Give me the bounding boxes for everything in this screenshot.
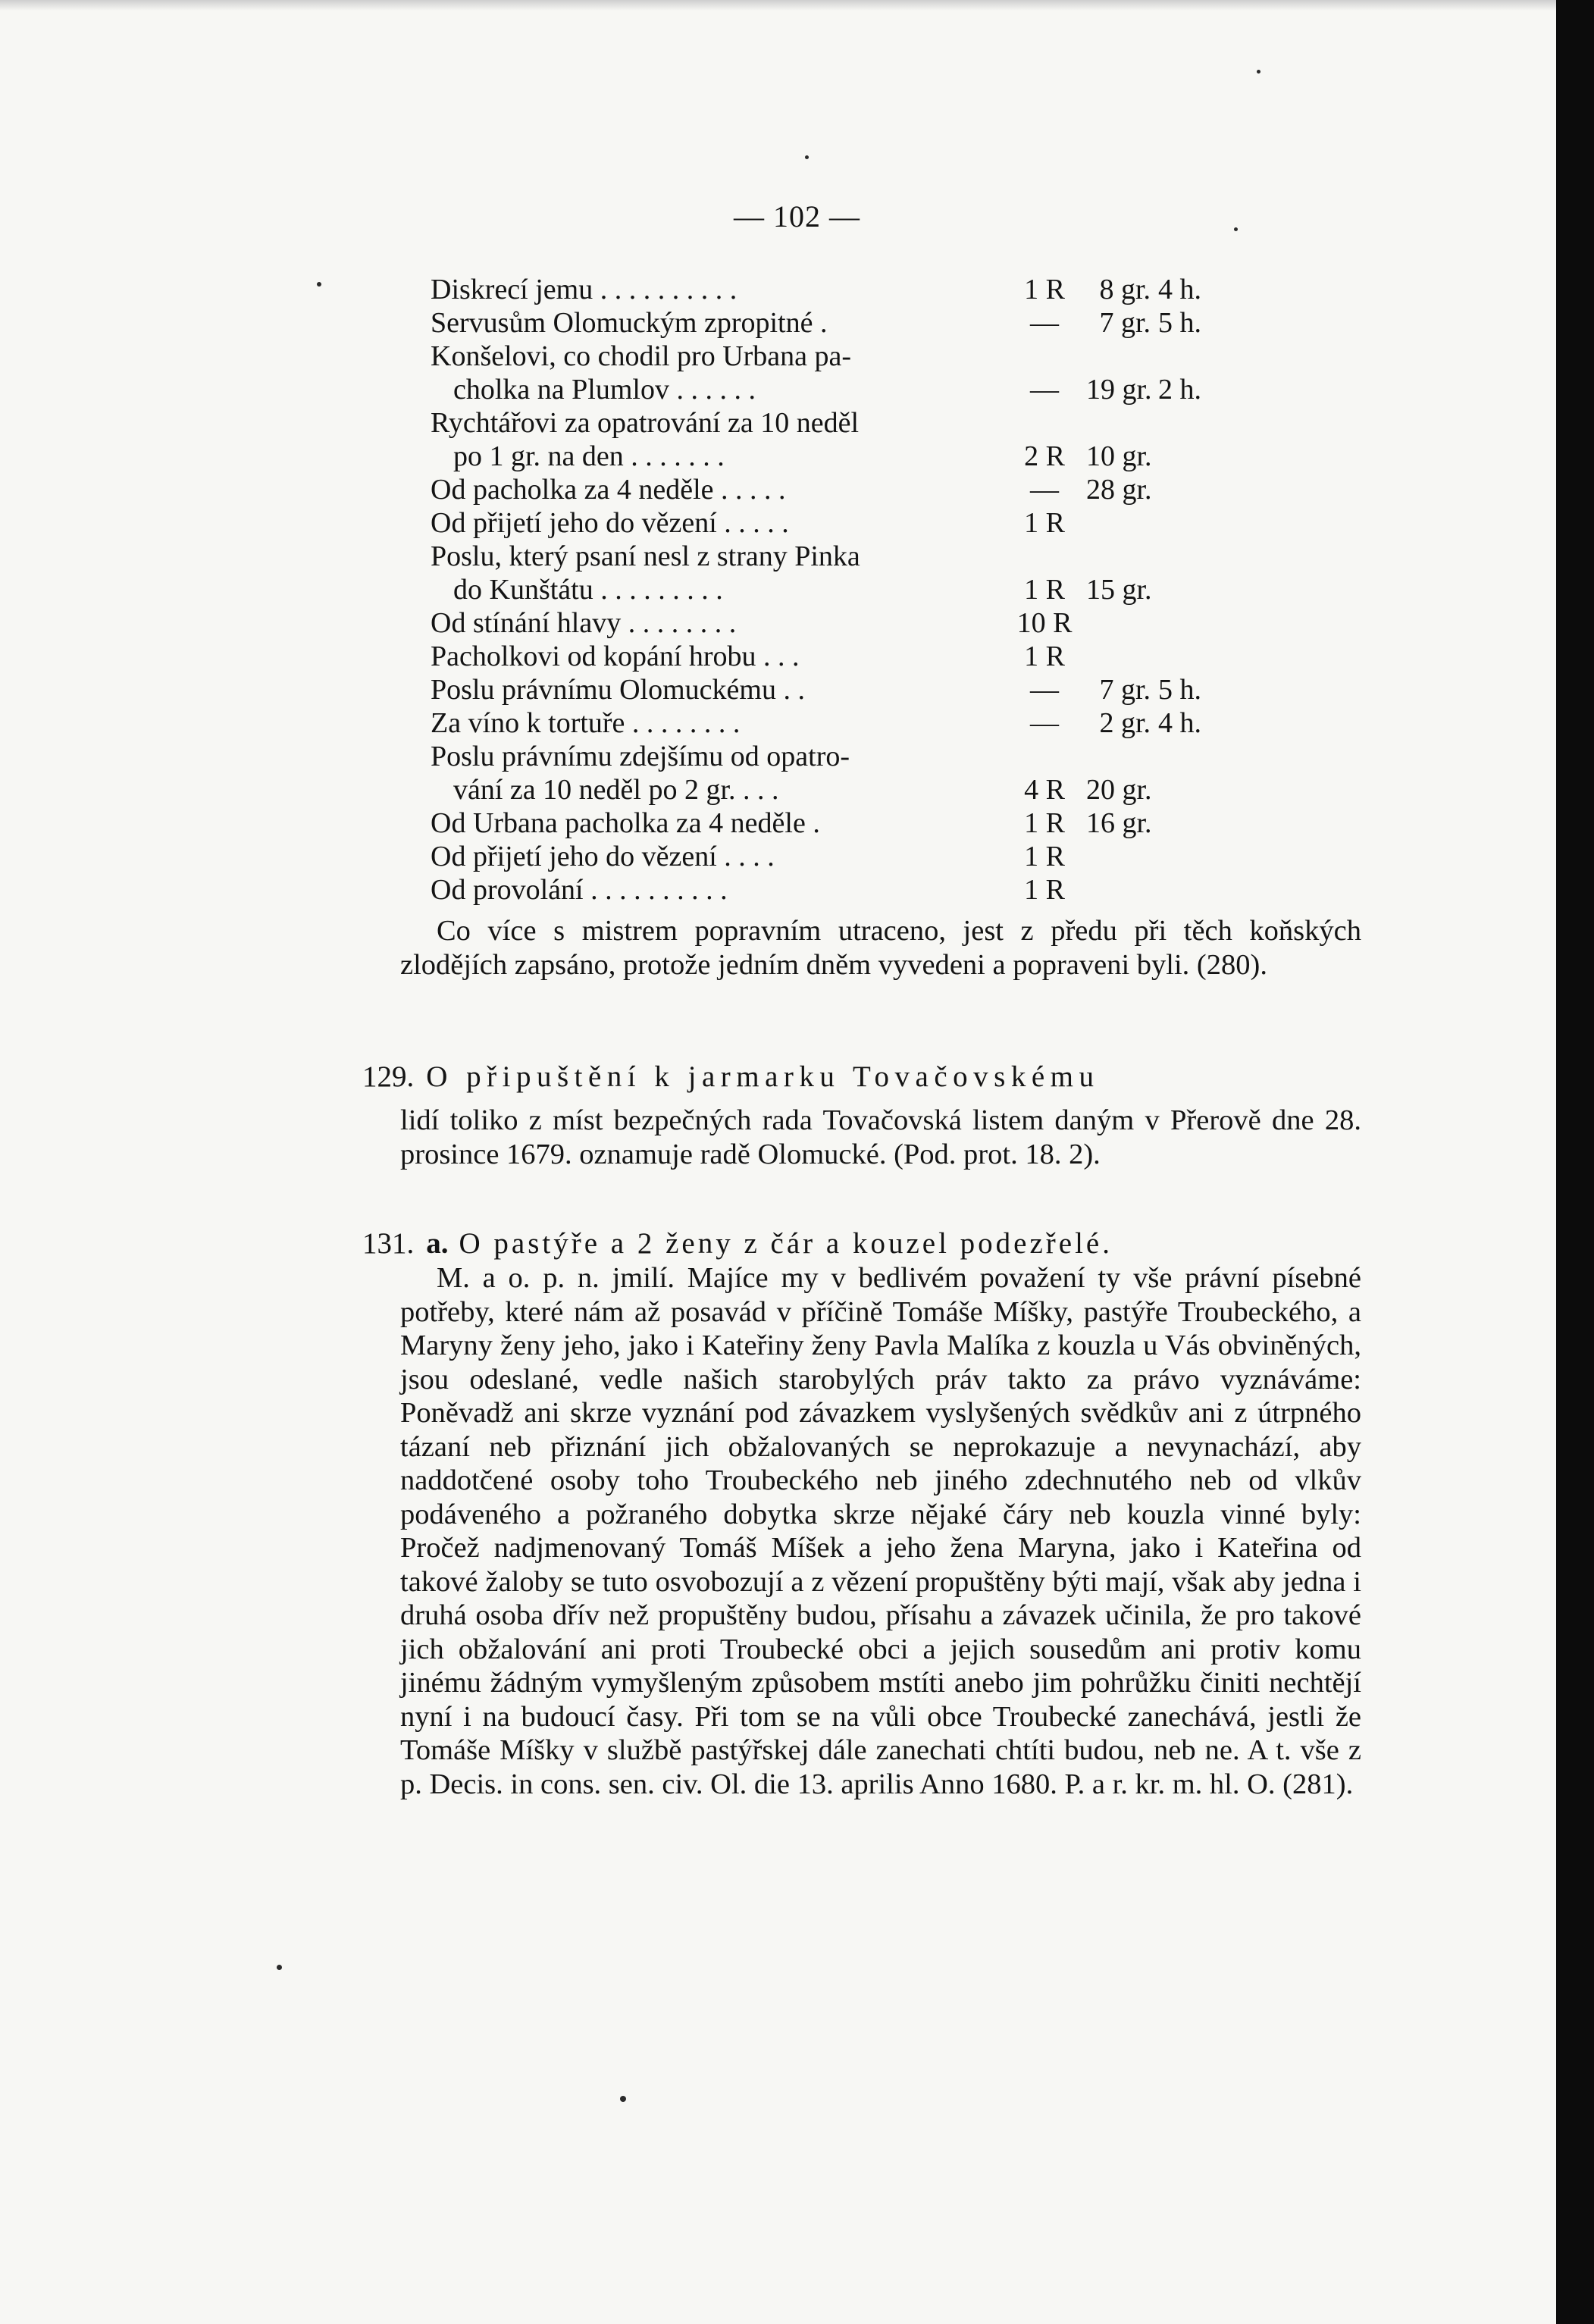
expense-ledger [431,273,1340,907]
ledger-description: Od přijetí jeho do vězení . . . . . [431,507,789,539]
ledger-row [431,440,1340,473]
section-131-number: 131. [362,1227,415,1260]
ledger-row [431,473,1340,506]
closing-note-paragraph [400,914,1361,982]
page-top-shadow [0,0,1594,11]
ledger-row [431,506,1340,540]
scan-speck [805,155,809,159]
ledger-description: Poslu, který psaní nesl z strany Pinka [431,540,860,572]
ledger-description: Od stínání hlavy . . . . . . . . [431,607,737,639]
ledger-description: po 1 gr. na den . . . . . . . [453,440,725,472]
ledger-amount-r: 1 R [1024,274,1065,305]
ledger-amount-r: 1 R [1024,574,1065,606]
ledger-description: cholka na Plumlov . . . . . . [453,374,756,406]
ledger-row [431,606,1340,640]
ledger-amount-gr: 19 gr. [1086,374,1152,406]
ledger-description: Od pacholka za 4 neděle . . . . . [431,474,786,506]
ledger-amount-gr: 7 gr. [1099,307,1151,339]
ledger-description: Servusům Olomuckým zpropitné . [431,307,828,339]
ledger-row [431,306,1340,340]
ledger-row [431,873,1340,907]
ledger-amount-gr: 2 gr. [1099,707,1151,739]
ledger-amount-gr: 28 gr. [1086,474,1152,506]
ledger-description: Poslu právnímu zdejšímu od opatro- [431,741,850,772]
ledger-row [431,540,1340,573]
section-129-heading [362,1060,1363,1095]
ledger-amount-r: 10 R [1016,607,1073,639]
ledger-amount-r: — [1030,707,1059,739]
ledger-amount-r: — [1030,374,1059,406]
ledger-description: Diskrecí jemu . . . . . . . . . . [431,274,737,305]
ledger-amount-r: 1 R [1024,874,1065,906]
ledger-amount-r: 2 R [1024,440,1065,472]
ledger-row [431,673,1340,706]
ledger-amount-h: 4 h. [1158,274,1201,305]
section-129-paragraph [400,1104,1361,1171]
ledger-row [431,807,1340,840]
ledger-row [431,340,1340,373]
ledger-row [431,573,1340,606]
ledger-amount-r: 1 R [1024,807,1065,839]
ledger-row [431,373,1340,406]
ledger-description: Konšelovi, co chodil pro Urbana pa- [431,340,852,372]
scan-speck [277,1965,282,1970]
ledger-amount-r: — [1030,474,1059,506]
ledger-amount-gr: 10 gr. [1086,440,1152,472]
ledger-row [431,840,1340,873]
section-131-letter: a. [426,1227,449,1260]
section-131-text: M. a o. p. n. jmilí. Majíce my v bedlivém považení ty vše právní písebné potřeby, které nám až posavád v příčině Tomáše Míšky, pastýře Troubeckého, a Maryny ženy jeho, jako i Kateřiny ženy Pavla Malíka z kouzla u Vás obviněných, jsou odeslané, vedle našich starobylých práv takto za právo vyznáváme: Poněvadž ani skrze vyznání pod závazkem vyslyšených svědkův ani z útrpného tázaní neb přiznání jich obžalovaných se neprokazuje a nevynachází, aby naddotčené osoby toho Troubeckého neb jiného zdechnutého neb od vlkův podáveného a požraného dobytka skrze nějaké čáry neb kouzla vinné byly: Pročež nadjmenovaný Tomáš Míšek a jeho žena Maryna, jako i Kateřina od takové žaloby se tuto osvobozují a z vězení propuštěny býti mají, však aby jedna i druhá osoba dřív než propuštěny budou, přísahu a závazek učinila, že pro takové jich obžalování ani proti Troubecké obci a jejich sousedům ani protiv komu jinému žádným vymyšleným způsobem mstíti anebo jim pohrůžku činiti nechtějí nyní i na budoucí časy. Při tom se na vůli obce Troubecké zanechává, jestli že Tomáše Míšky v službě pastýřskej dále zanechati chtíti budou, neb ne. A t. vše z p. Decis. in cons. sen. civ. Ol. die 13. aprilis Anno 1680. P. a r. kr. m. hl. O. (281). [400,1262,1361,1800]
ledger-amount-gr: 15 gr. [1086,574,1152,606]
ledger-amount-gr: 20 gr. [1086,774,1152,806]
page-number: — 102 — [734,199,860,233]
ledger-description: Rychtářovi za opatrování za 10 neděl [431,407,860,439]
ledger-amount-r: 1 R [1024,507,1065,539]
ledger-description: do Kunštátu . . . . . . . . . [453,574,723,606]
page-right-edge [1556,0,1594,2324]
scan-speck [317,282,321,287]
ledger-description: vání za 10 neděl po 2 gr. . . . [453,774,779,806]
ledger-description: Pacholkovi od kopání hrobu . . . [431,641,800,672]
section-131-title: O pastýře a 2 ženy z čár a kouzel podezřelé. [459,1227,1113,1260]
ledger-description: Poslu právnímu Olomuckému . . [431,674,805,706]
ledger-amount-h: 5 h. [1158,674,1201,706]
section-129-text: lidí toliko z míst bezpečných rada Tovačovská listem daným v Přerově dne 28. prosince 1679. oznamuje radě Olomucké. (Pod. prot. 18. 2). [400,1104,1361,1170]
ledger-description: Od provolání . . . . . . . . . . [431,874,728,906]
ledger-amount-h: 4 h. [1158,707,1201,739]
ledger-amount-h: 5 h. [1158,307,1201,339]
ledger-amount-gr: 16 gr. [1086,807,1152,839]
section-129-number: 129. [362,1060,415,1093]
ledger-description: Za víno k tortuře . . . . . . . . [431,707,741,739]
ledger-row [431,273,1340,306]
ledger-row [431,706,1340,740]
ledger-amount-r: 1 R [1024,641,1065,672]
ledger-amount-h: 2 h. [1158,374,1201,406]
ledger-amount-r: — [1030,674,1059,706]
ledger-amount-r: 1 R [1024,841,1065,872]
ledger-description: Od Urbana pacholka za 4 neděle . [431,807,820,839]
closing-note-text: Co více s mistrem popravním utraceno, jest z předu při těch koňských zlodějích zapsáno, protože jedním dněm vyvedeni a popraveni byli. (280). [400,915,1361,981]
section-131-heading [362,1226,1363,1261]
ledger-amount-gr: 7 gr. [1099,674,1151,706]
section-129-title: O připuštění k jarmarku Tovačovskému [426,1060,1100,1093]
ledger-description: Od přijetí jeho do vězení . . . . [431,841,775,872]
ledger-amount-r: — [1030,307,1059,339]
ledger-amount-r: 4 R [1024,774,1065,806]
ledger-row [431,640,1340,673]
ledger-row [431,740,1340,773]
ledger-row [431,406,1340,440]
section-131-paragraph [400,1261,1361,1801]
ledger-row [431,773,1340,807]
ledger-amount-gr: 8 gr. [1099,274,1151,305]
scan-speck [620,2096,626,2102]
scan-speck [1257,70,1260,74]
